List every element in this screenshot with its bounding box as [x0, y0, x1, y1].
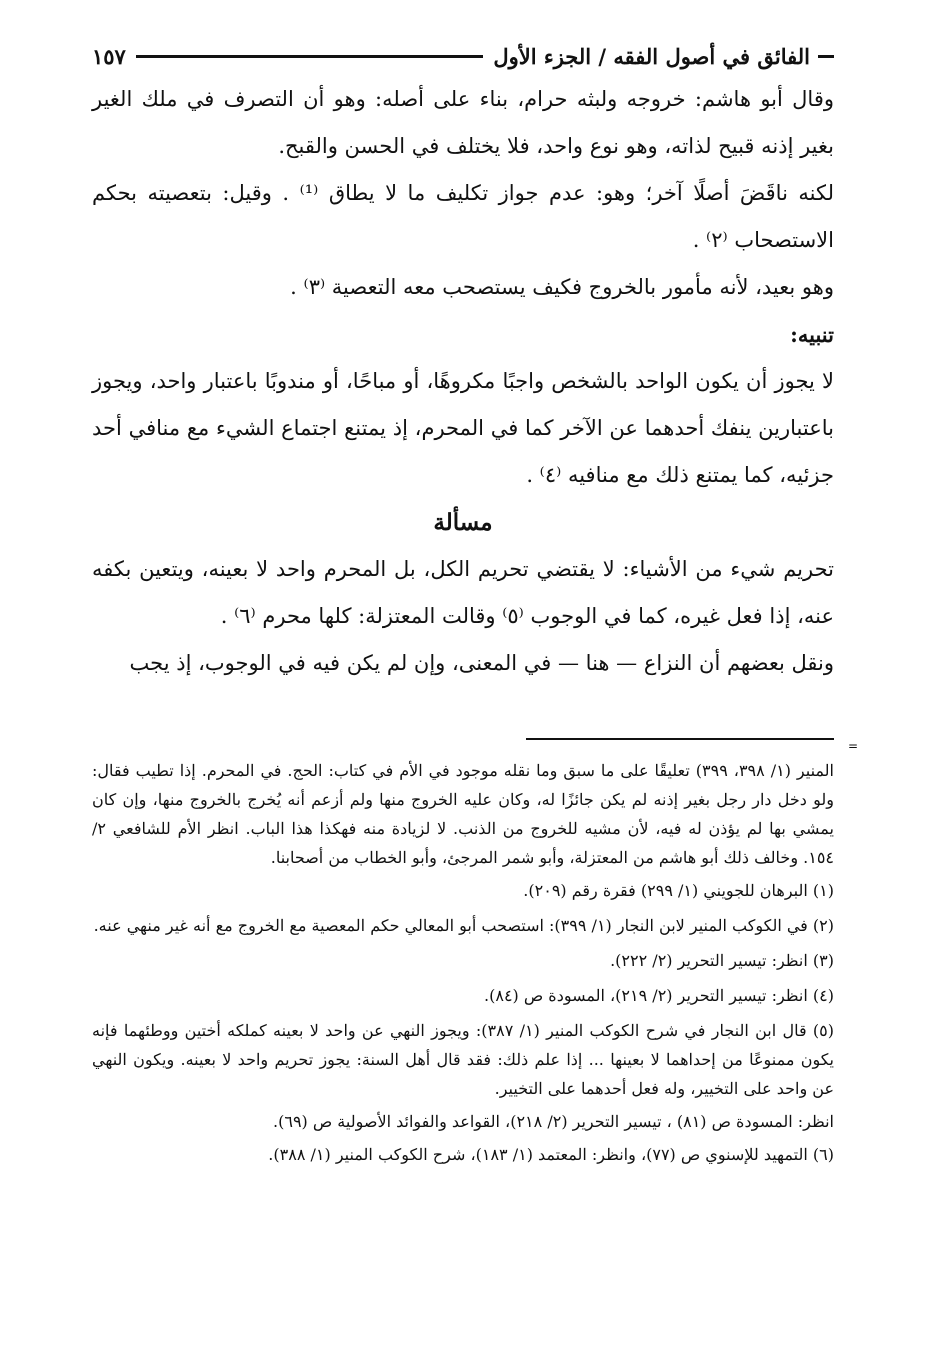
heading-tanbih: تنبيه:: [790, 322, 834, 347]
running-header: [92, 34, 834, 78]
paragraph-abu-hashim: وقال أبو هاشم: خروجه ولبثه حرام، بناء على أصله: وهو أن التصرف في ملك الغير بغير إذنه قبيح لذاته، وهو نوع واحد، فلا يختلف في الحسن والقبح.: [92, 87, 834, 158]
paragraph-prohibition: تحريم شيء من الأشياء: لا يقتضي تحريم الكل، بل المحرم واحد لا بعينه، ويتعين بكفه عنه، إذا فعل غيره، كما في الوجوب ⁽٥⁾ وقالت المعتزلة: كلها محرم ⁽٦⁾ .: [92, 557, 834, 628]
paragraph-far-fetched: وهو بعيد، لأنه مأمور بالخروج فكيف يستصحب معه التعصية ⁽٣⁾ .: [290, 275, 834, 299]
footnote-3: (٣) انظر: تيسير التحرير (٢/ ٢٢٢).: [610, 951, 834, 970]
footnote-5-references: انظر: المسودة ص (٨١) ، تيسير التحرير (٢/ ٢١٨)، القواعد والفوائد الأصولية ص (٦٩).: [273, 1112, 834, 1131]
footnote-2: (٢) في الكوكب المنير لابن النجار (١/ ٣٩٩): استصحب أبو المعالي حكم المعصية مع الخروج مع أنه غير منهي عنه.: [93, 916, 834, 935]
header-rule: [136, 55, 483, 58]
paragraph-dispute: ونقل بعضهم أن النزاع — هنا — في المعنى، وإن لم يكن فيه في الوجوب، إذ يجب: [129, 651, 834, 675]
footnote-continuation-mark: =: [848, 739, 859, 753]
header-lead-rule: [818, 55, 834, 58]
page-number: ١٥٧: [92, 43, 126, 69]
footnotes: [92, 756, 834, 1175]
footnote-1: (١) البرهان للجويني (١/ ٢٩٩) فقرة رقم (٢٠٩).: [523, 881, 834, 900]
paragraph-contradiction: لكنه ناقَضَ أصلًا آخر؛ وهو: عدم جواز تكليف ما لا يطاق ⁽¹⁾ . وقيل: بتعصيته بحكم الاستصحاب ⁽٢⁾ .: [92, 181, 834, 252]
heading-masala: مسألة: [433, 509, 493, 536]
footnote-4: (٤) انظر: تيسير التحرير (٢/ ٢١٩)، المسودة ص (٨٤).: [484, 986, 834, 1005]
footnote-6: (٦) التمهيد للإسنوي ص (٧٧)، وانظر: المعتمد (١/ ١٨٣)، شرح الكوكب المنير (١/ ٣٨٨).: [268, 1145, 834, 1164]
footnote-5: (٥) قال ابن النجار في شرح الكوكب المنير (١/ ٣٨٧): ويجوز النهي عن واحد لا بعينه كملكه أختين ووطئهما فإنه يكون ممنوعًا من إحداهما لا بعينها ... إذا علم ذلك: فقد قال أهل السنة: يجوز تحريم واحد لا بعينه. ويكون النهي عن واحد على التخيير، وله فعل أحدهما على التخيير.: [92, 1021, 835, 1098]
footnote-continued: المنير (١/ ٣٩٨، ٣٩٩) تعليقًا على ما سبق وما نقله موجود في الأم في كتاب: الحج. في المحرم. إذا تطيب فقال: ولو دخل دار رجل بغير إذنه لم يكن جائزًا له، وكان عليه الخروج منها ولم أزعم أنه يُخرج بالخروج منها، وإن كان يمشي بها لم يؤذن له فيه، لأن مشيه للخروج من الذنب. لا لزيادة منه فهكذا هذا الباب. انظر الأم للشافعي ٢/ ١٥٤. وخالف ذلك أبو هاشم من المعتزلة، وأبو شمر المرجئ، وأبو الخطاب من أصحابنا.: [92, 761, 834, 867]
header-title: الفائق في أصول الفقه / الجزء الأول: [493, 43, 810, 69]
main-text: [92, 76, 834, 687]
paragraph-tanbih: لا يجوز أن يكون الواحد بالشخص واجبًا مكروهًا، أو مباحًا، أو مندوبًا باعتبار واحد، ويجوز باعتبارين ينفك أحدهما عن الآخر كما في المحرم، إذ يمتنع اجتماع الشيء مع منافي أحد جزئيه، كما يمتنع ذلك مع منافيه ⁽٤⁾ .: [92, 369, 834, 487]
footnote-separator: [526, 738, 834, 740]
